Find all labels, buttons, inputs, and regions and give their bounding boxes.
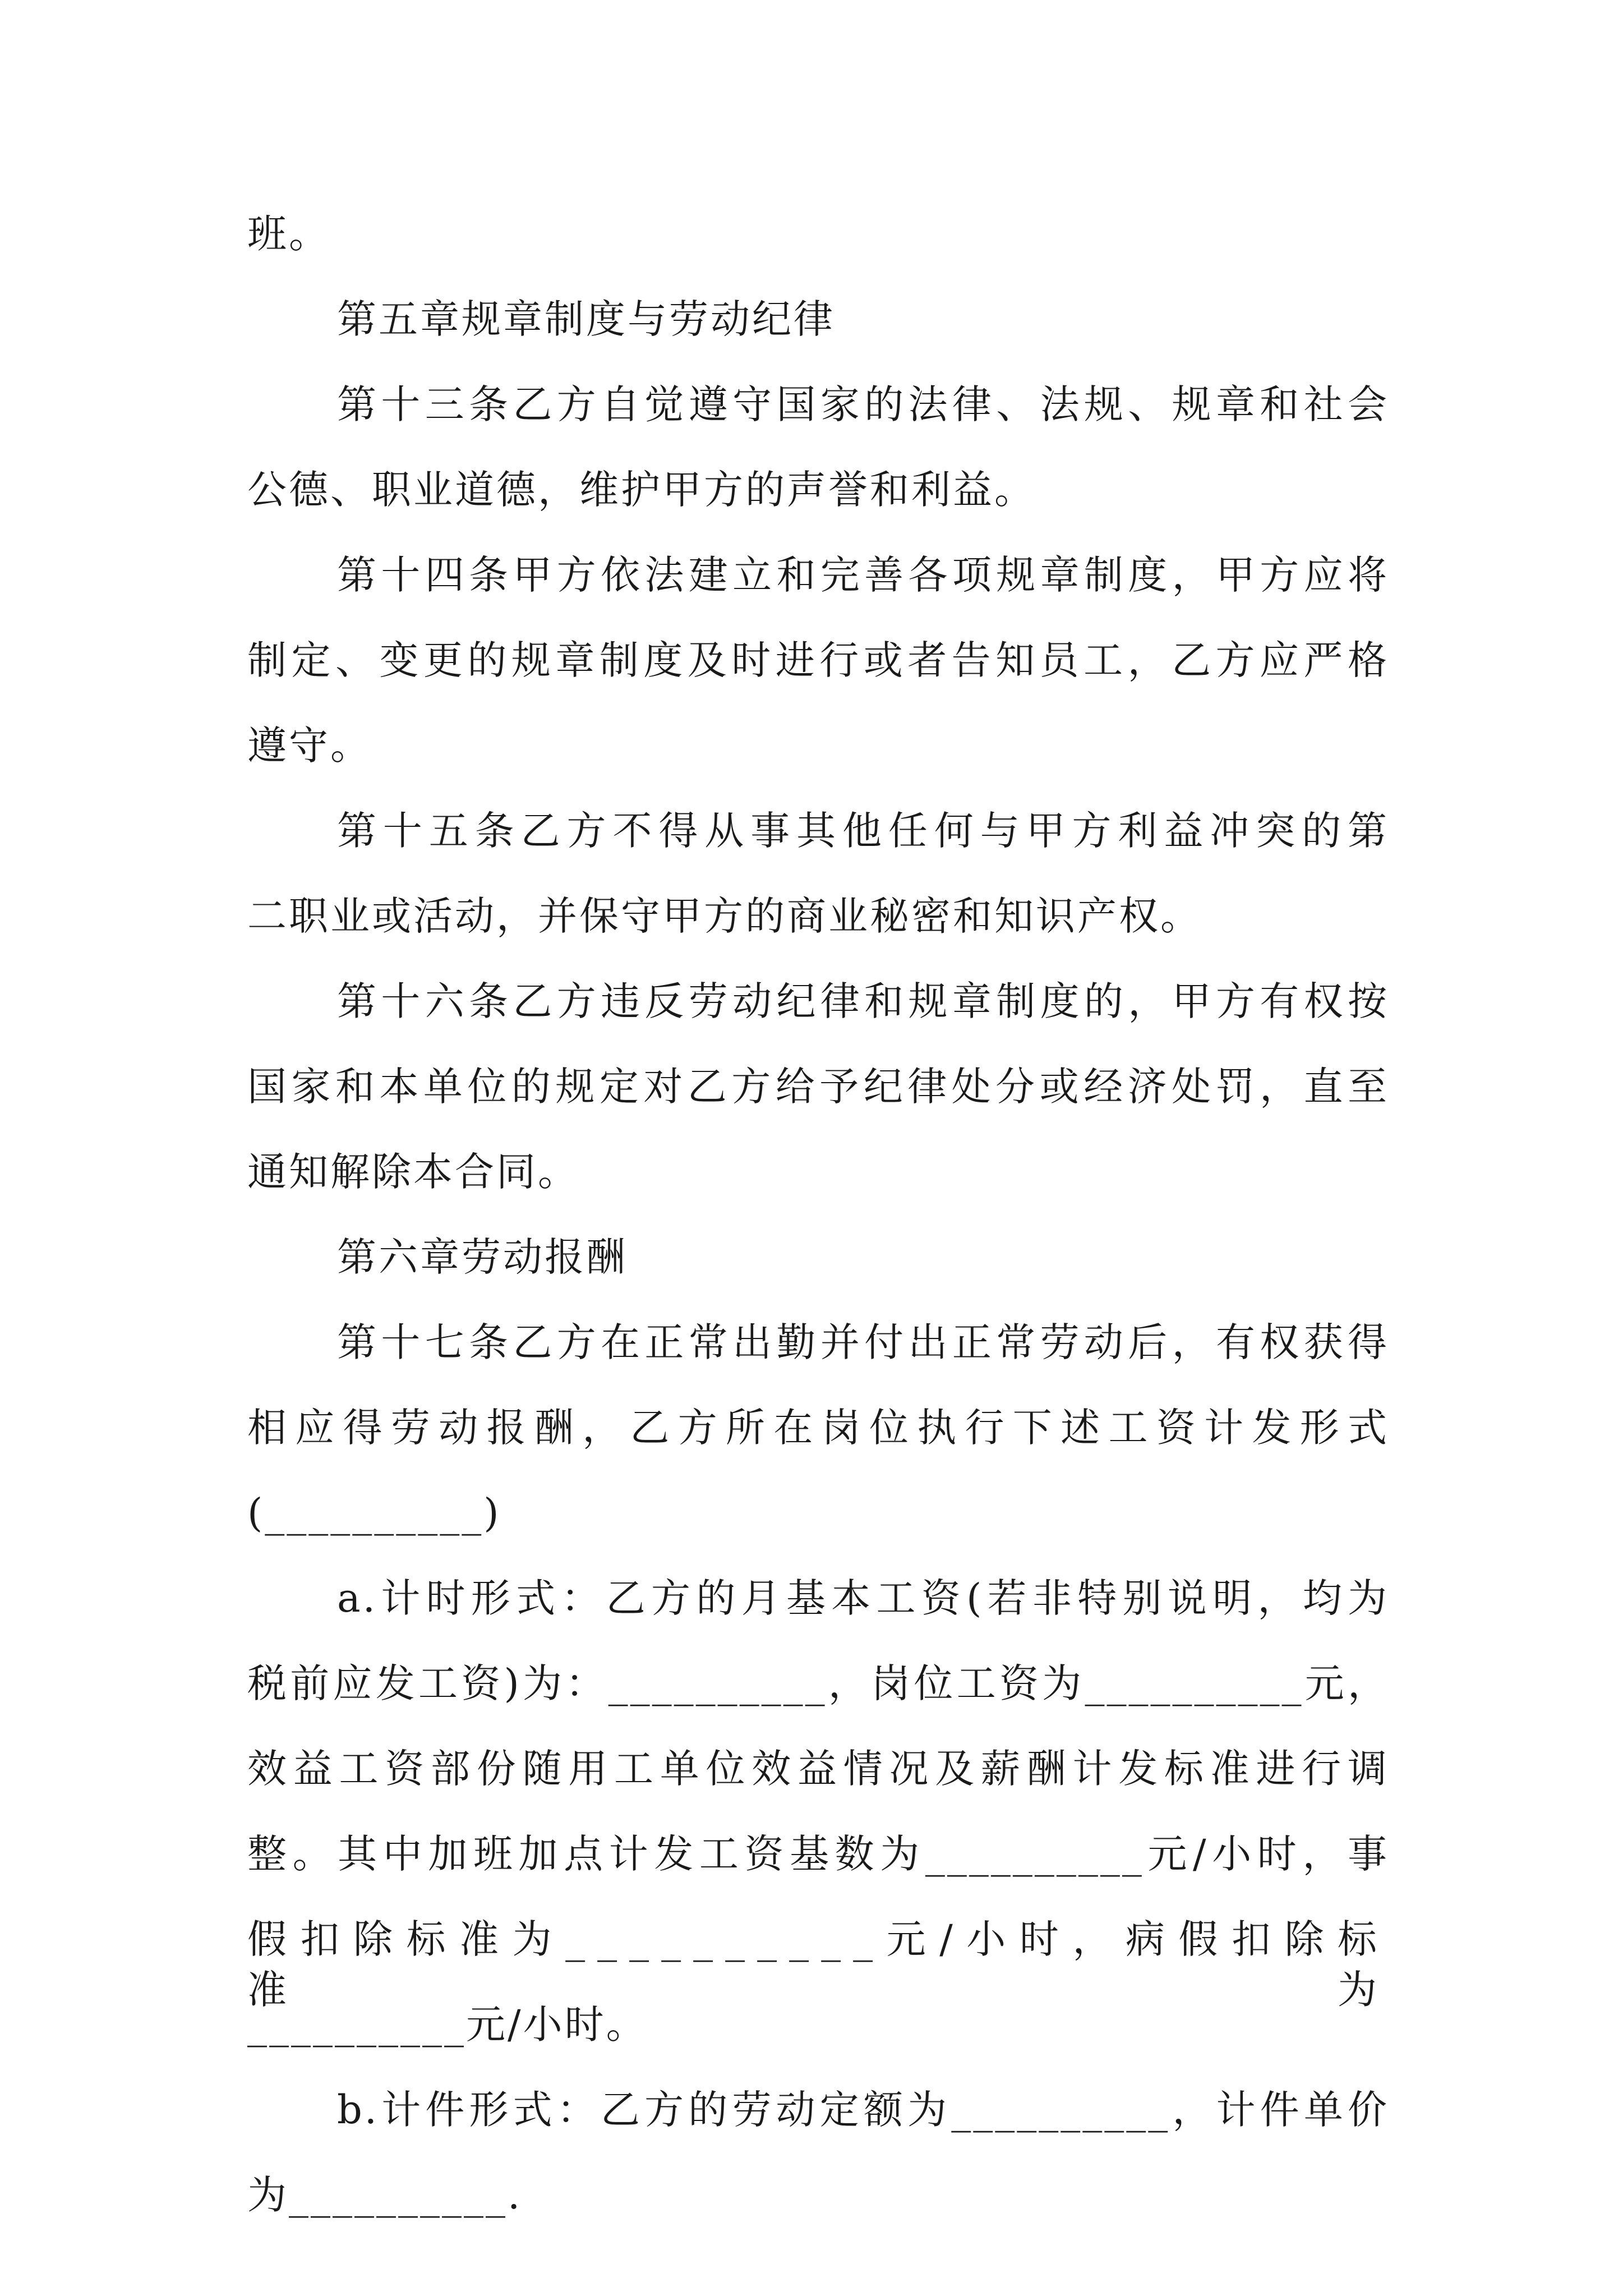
- article-13-line-1: 第十三条乙方自觉遵守国家的法律、法规、规章和社会: [337, 381, 1389, 427]
- document-body: [247, 209, 1389, 2220]
- chapter-heading: 第五章规章制度与劳动纪律: [337, 296, 835, 342]
- article-17-line-1: 第十七条乙方在正常出勤并付出正常劳动后，有权获得: [337, 1319, 1389, 1365]
- text-line: 班。: [247, 211, 330, 257]
- article-16-line-1: 第十六条乙方违反劳动纪律和规章制度的，甲方有权按: [337, 978, 1389, 1024]
- chapter-heading: 第六章劳动报酬: [337, 1234, 628, 1280]
- article-15-line-2: 二职业或活动，并保守甲方的商业秘密和知识产权。: [247, 893, 1202, 939]
- clause-a-line-2: 税前应发工资)为：__________，岗位工资为__________元，: [247, 1660, 1389, 1706]
- clause-b-line-2: 为__________.: [247, 2172, 523, 2218]
- clause-a-line-6: __________元/小时。: [247, 2001, 648, 2047]
- article-13-line-2: 公德、职业道德，维护甲方的声誉和利益。: [247, 467, 1036, 513]
- article-16-line-3: 通知解除本合同。: [247, 1149, 579, 1195]
- clause-b-line-1: b.计件形式：乙方的劳动定额为__________，计件单价: [337, 2087, 1389, 2133]
- article-14-line-2: 制定、变更的规章制度及时进行或者告知员工，乙方应严格: [247, 637, 1389, 683]
- article-15-line-1: 第十五条乙方不得从事其他任何与甲方利益冲突的第: [337, 808, 1389, 854]
- clause-a-line-5: 假扣除标准为__________元/小时，病假扣除标准为: [247, 1916, 1389, 2013]
- article-17-line-2: 相应得劳动报酬，乙方所在岗位执行下述工资计发形式: [247, 1405, 1389, 1451]
- clause-a-line-3: 效益工资部份随用工单位效益情况及薪酬计发标准进行调: [247, 1746, 1389, 1792]
- article-17-line-3: (__________): [247, 1490, 501, 1536]
- clause-a-line-4: 整。其中加班加点计发工资基数为__________元/小时，事: [247, 1831, 1389, 1877]
- clause-a-line-1: a.计时形式：乙方的月基本工资(若非特别说明，均为: [337, 1575, 1389, 1621]
- article-14-line-1: 第十四条甲方依法建立和完善各项规章制度，甲方应将: [337, 552, 1389, 598]
- article-16-line-2: 国家和本单位的规定对乙方给予纪律处分或经济处罚，直至: [247, 1064, 1389, 1110]
- article-14-line-3: 遵守。: [247, 723, 372, 769]
